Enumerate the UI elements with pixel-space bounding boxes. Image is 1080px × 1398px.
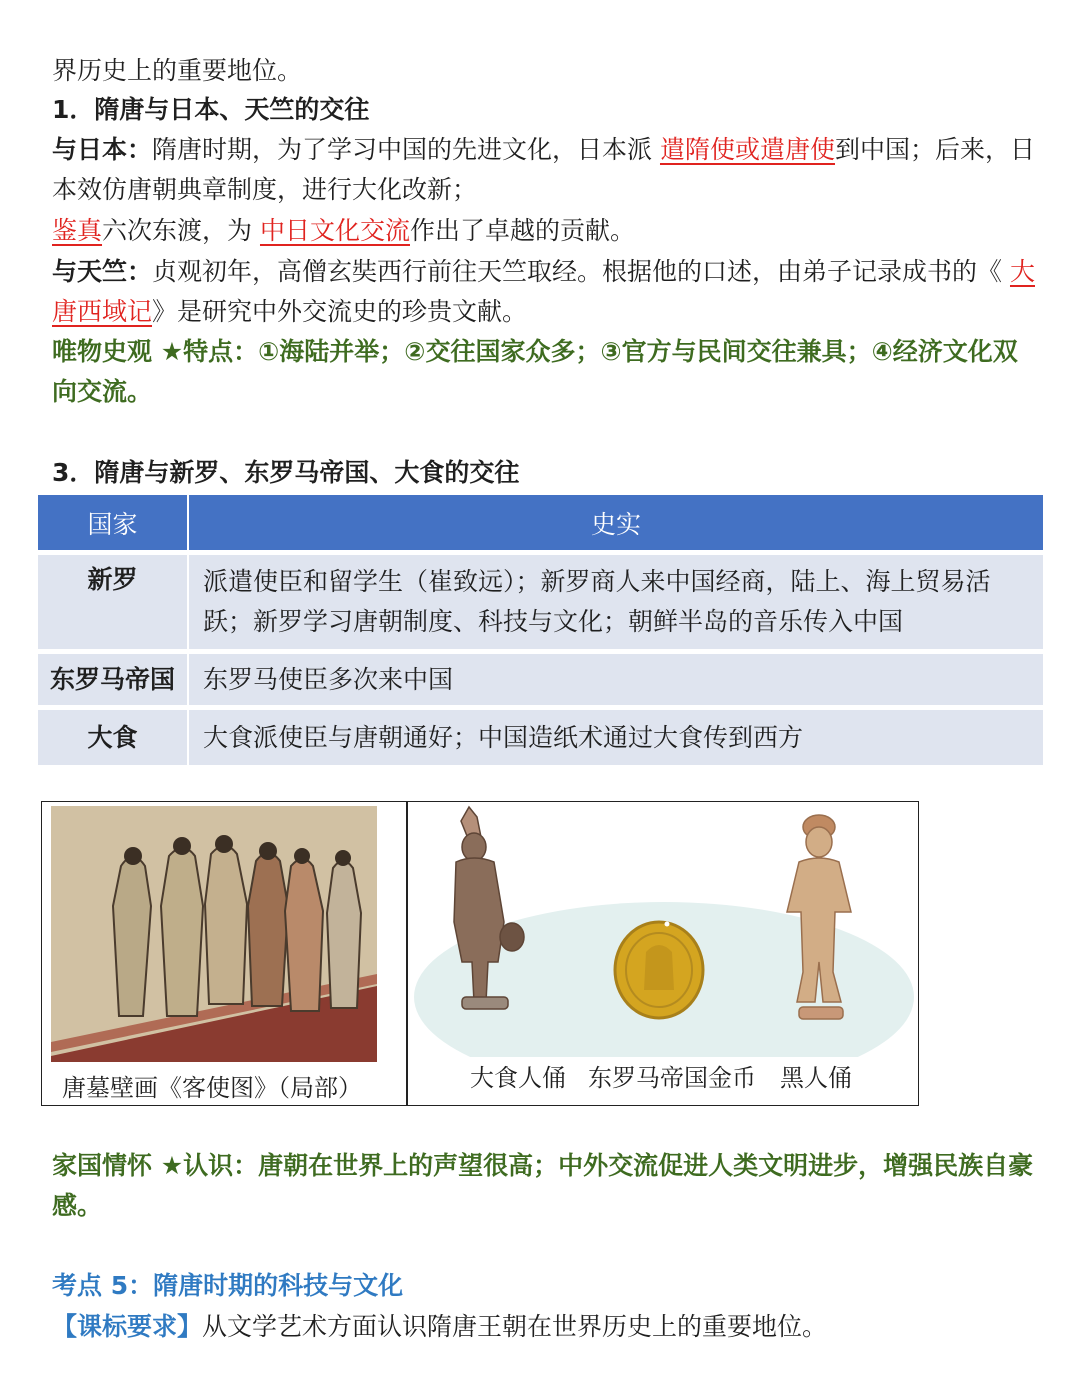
jianzhen-text-b: 作出了卓越的贡献。 [410,216,636,245]
japan-text-a: 隋唐时期，为了学习中国的先进文化，日本派 [152,135,653,164]
mural-caption: 唐墓壁画《客使图》（局部） [62,1074,362,1102]
table-header-row [38,495,1043,550]
fact-line: 跃；新罗学习唐朝制度、科技与文化；朝鲜半岛的音乐传入中国 [203,607,904,636]
artifacts-image [414,802,914,1057]
tang-tomb-mural-image [51,806,377,1062]
curriculum-label: 【课标要求】 [52,1312,203,1341]
table-cell-fact: 东罗马使臣多次来中国 [189,649,1043,705]
curriculum-text: 从文学艺术方面认识隋唐王朝在世界历史上的重要地位。 [202,1312,828,1341]
table-header-facts: 史实 [189,495,1043,550]
artifact-caption-arab: 大食人俑 [470,1064,566,1092]
india-label: 与天竺： [52,257,153,286]
table-cell-fact [189,550,1043,649]
table-header-country: 国家 [38,495,189,550]
table-row [38,705,1043,765]
india-text-a: 贞观初年，高僧玄奘西行前往天竺取经。根据他的口述，由弟子记录成书的《 [152,257,1003,286]
japan-paragraph-line2: 本效仿唐朝典章制度，进行大化改新； [52,175,478,204]
india-text-b: 》是研究中外交流史的珍贵文献。 [152,297,528,326]
artifact-caption-coin: 东罗马帝国金币 [588,1064,756,1092]
japan-paragraph-line1 [52,130,1035,170]
byzantine-gold-coin [615,922,703,1019]
india-paragraph-line1 [52,252,1035,292]
table-row [38,649,1043,705]
feature-line2: 向交流。 [52,377,153,406]
table-cell-country: 大食 [38,705,189,765]
fact-line: 派遣使臣和留学生（崔致远）；新罗商人来中国经商，陆上、海上贸易活 [203,567,991,596]
japan-label: 与日本： [52,135,153,164]
patriot-line2: 感。 [52,1191,103,1220]
book-highlight-part2: 唐西域记 [52,297,153,326]
table-cell-country: 东罗马帝国 [38,649,189,705]
figure-divider [406,802,408,1105]
intro-text: 界历史上的重要地位。 [52,56,303,85]
exchange-table [38,495,1043,765]
section3-heading: 3．隋唐与新罗、东罗马帝国、大食的交往 [52,458,520,487]
jianzhen-highlight: 鉴真 [52,216,103,245]
kaodian-title: 考点 5：隋唐时期的科技与文化 [52,1271,404,1300]
section1-heading: 1．隋唐与日本、天竺的交往 [52,95,370,124]
japan-highlight: 遣隋使或遣唐使 [659,135,835,164]
feature-line1: 唯物史观 ★特点：①海陆并举；②交往国家众多；③官方与民间交往兼具；④经济文化双 [52,337,1018,366]
patriot-line1: 家国情怀 ★认识：唐朝在世界上的声望很高；中外交流促进人类文明进步，增强民族自豪 [52,1151,1034,1180]
table-row [38,550,1043,649]
india-paragraph-line2 [52,292,527,332]
exchange-highlight: 中日文化交流 [259,216,410,245]
figure-frame [41,801,919,1106]
artifact-caption-black: 黑人俑 [780,1064,852,1092]
jianzhen-line [52,211,635,251]
japan-text-b: 到中国；后来，日 [835,135,1036,164]
jianzhen-text-a: 六次东渡，为 [102,216,253,245]
table-cell-country: 新罗 [38,550,189,649]
curriculum-requirement [52,1307,827,1347]
table-cell-fact: 大食派使臣与唐朝通好；中国造纸术通过大食传到西方 [189,705,1043,765]
book-highlight-part1: 大 [1009,257,1035,286]
